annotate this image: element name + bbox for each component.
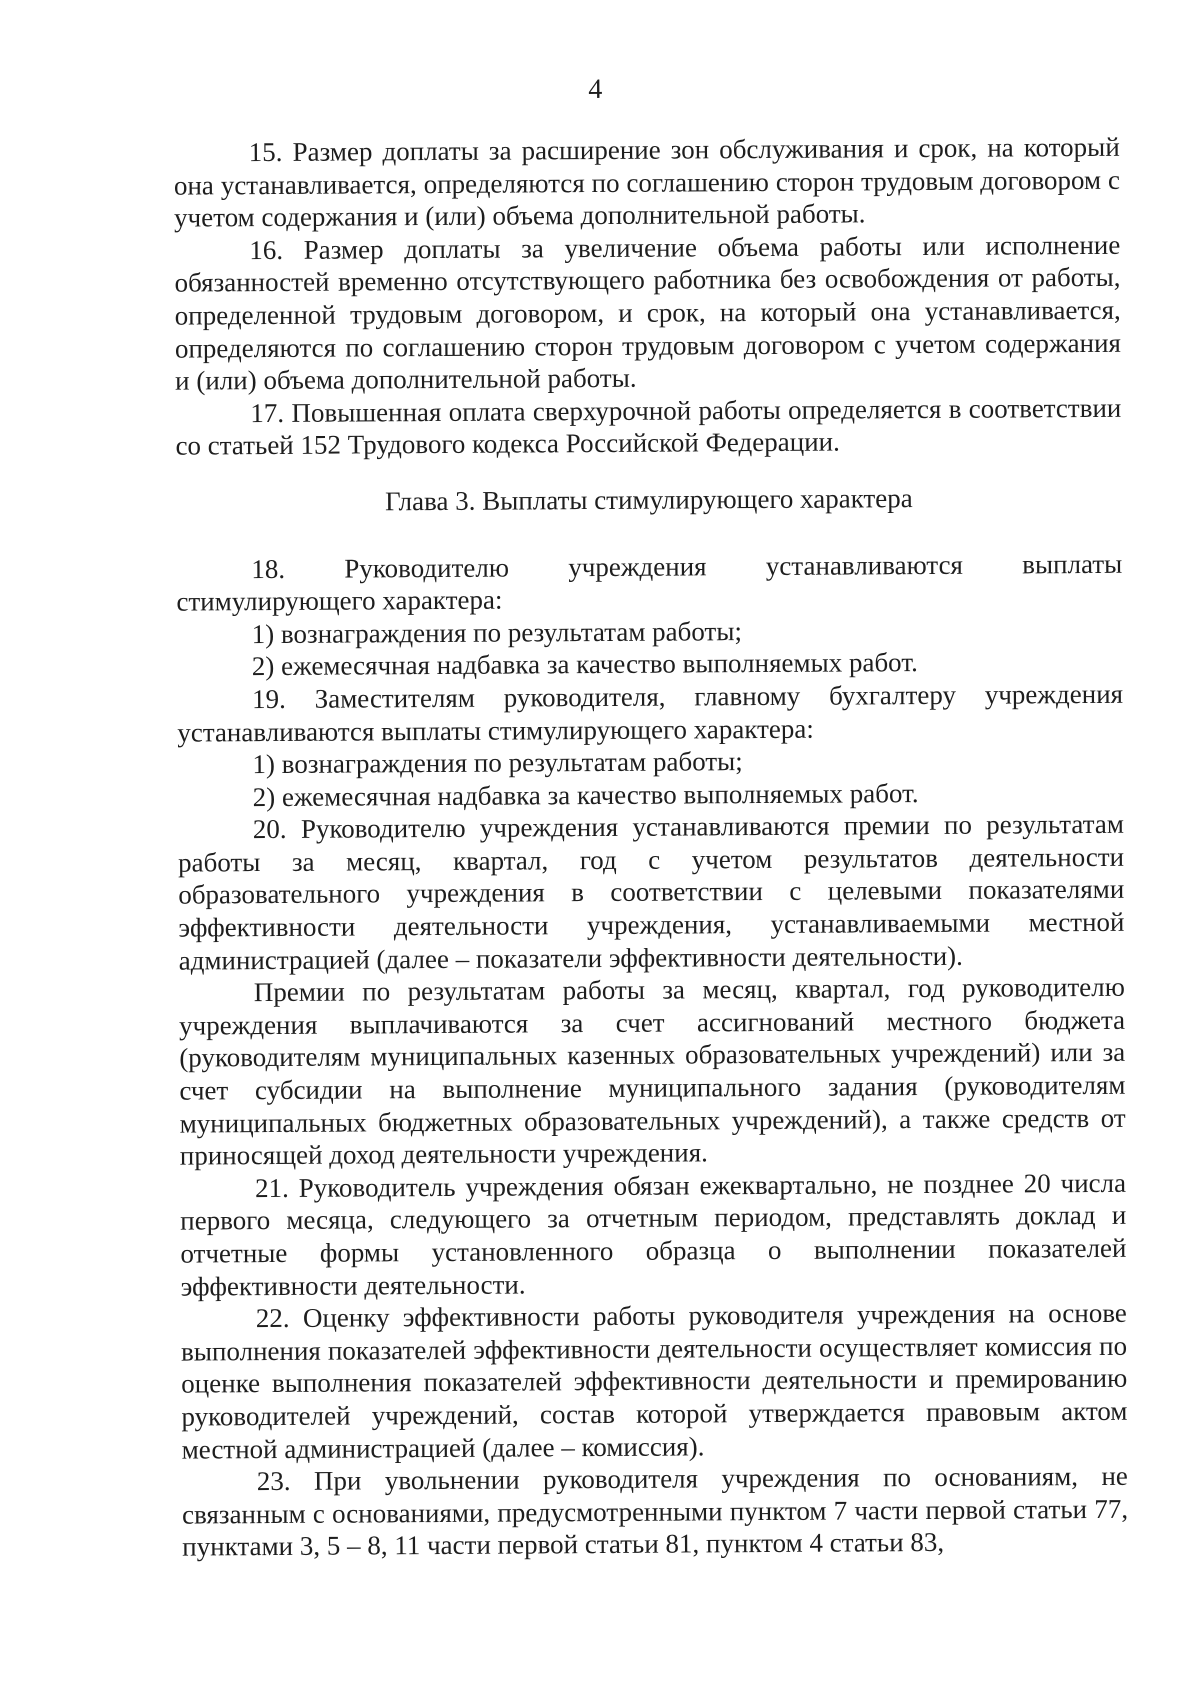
- paragraph-15: 15. Размер доплаты за расширение зон обслуживания и срок, на который она устанавливается, определяются по соглашению сторон трудовым договором с учетом содержания и (или) объема дополнительной работы.: [173, 131, 1121, 233]
- paragraph-18-item-2: 2) ежемесячная надбавка за качество выполняемых работ.: [251, 647, 918, 682]
- paragraph-18-continuation: стимулирующего характера:: [176, 584, 503, 617]
- paragraph-16: 16. Размер доплаты за увеличение объема работы или исполнение обязанностей временно отсутствующего работника без освобождения от работы, определенной трудовым договором, и срок, на который она устанавливается, определяются по соглашению сторон трудовым договором с учетом содержания и (или) объема дополнительной работы.: [174, 229, 1122, 396]
- page-number: 4: [588, 73, 603, 106]
- chapter-heading: Глава 3. Выплаты стимулирующего характера: [384, 483, 913, 517]
- paragraph-18-word: 18.: [251, 553, 286, 584]
- paragraph-19-item-2: 2) ежемесячная надбавка за качество выполняемых работ.: [252, 777, 919, 812]
- document-body: [174, 131, 1129, 1564]
- paragraph-18-item-1: 1) вознаграждения по результатам работы;: [251, 615, 743, 649]
- paragraph-22: 22. Оценку эффективности работы руководителя учреждения на основе выполнения показателей эффективности деятельности осуществляет комиссия по оценке выполнения показателей эффективности деятельности и премированию руководителей учреждений, состав которой утверждается правовым актом местной администрацией (далее – комиссия).: [180, 1297, 1128, 1465]
- paragraph-23: 23. При увольнении руководителя учреждения по основаниям, не связанным с основаниями, предусмотренными пунктом 7 части первой статьи 77, пунктами 3, 5 – 8, 11 части первой статьи 81, пунктом 4 статьи 83,: [181, 1460, 1129, 1562]
- paragraph-20: 20. Руководителю учреждения устанавливаются премии по результатам работы за месяц, квартал, год с учетом результатов деятельности образовательного учреждения в соответствии с целевыми показателями эффективности деятельности учреждения, устанавливаемыми местной администрацией (далее – показатели эффективности деятельности).: [177, 809, 1125, 976]
- paragraph-20-second: Премии по результатам работы за месяц, квартал, год руководителю учреждения выплачиваются за счет ассигнований местного бюджета (руководителям муниципальных казенных образовательных учреждений) или за счет субсидии на выполнение муниципального задания (руководителям муниципальных бюджетных образовательных учреждений), а также средств от приносящей доход деятельности учреждения.: [178, 972, 1126, 1171]
- paragraph-18-word: Руководителю: [344, 552, 510, 584]
- paragraph-17: 17. Повышенная оплата сверхурочной работы определяется в соответствии со статьей 152 Трудового кодекса Российской Федерации.: [175, 392, 1122, 461]
- paragraph-21: 21. Руководитель учреждения обязан ежеквартально, не позднее 20 числа первого месяца, следующего за отчетным периодом, представлять доклад и отчетные формы установленного образца о выполнении показателей эффективности деятельности.: [180, 1167, 1127, 1302]
- paragraph-18-word: устанавливаются: [765, 549, 964, 581]
- paragraph-19-item-1: 1) вознаграждения по результатам работы;: [252, 746, 743, 780]
- paragraph-18-word: учреждения: [568, 550, 707, 582]
- paragraph-19: 19. Заместителям руководителя, главному бухгалтеру учреждения устанавливаются выплаты стимулирующего характера:: [177, 678, 1124, 748]
- paragraph-18-word: выплаты: [1022, 548, 1123, 579]
